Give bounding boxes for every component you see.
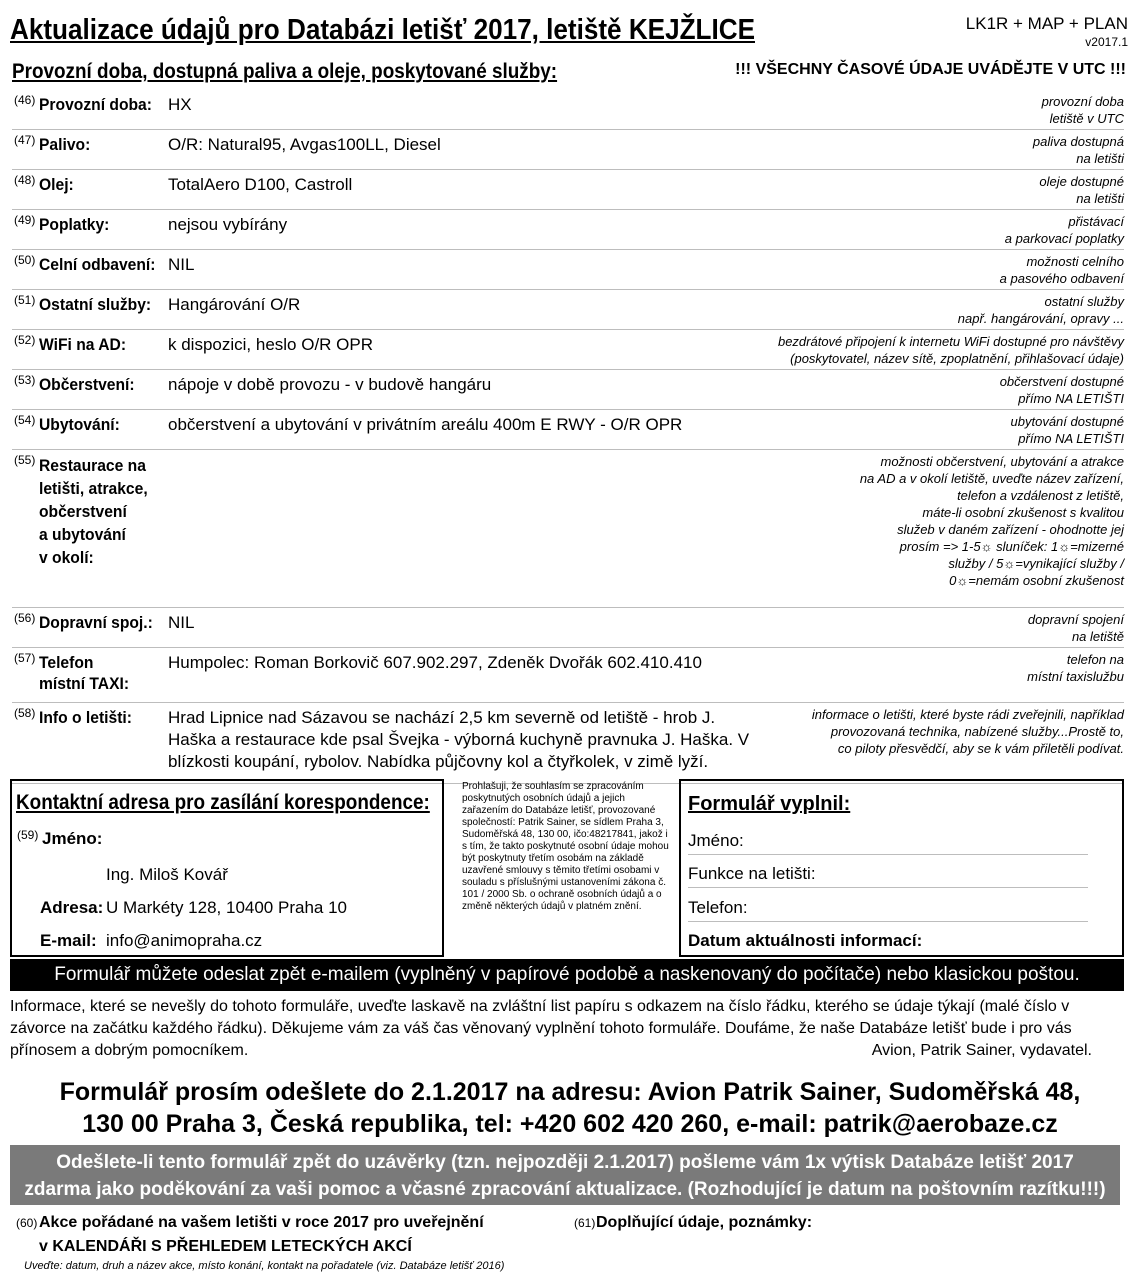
row-hint: dopravní spojení na letiště xyxy=(1027,612,1124,644)
form-title: Aktualizace údajů pro Databázi letišť 2017, letiště KEJŽLICE xyxy=(10,14,755,46)
row-value[interactable]: nejsou vybírány xyxy=(168,215,288,234)
send-line-1: Formulář prosím odešlete do 2.1.2017 na adresu: Avion Patrik Sainer, Sudoměřská 48, xyxy=(59,1078,1081,1106)
email-banner: Formulář můžete odeslat zpět e-mailem (vyplněný v papírové podobě a naskenovaný do počítače) nebo klasickou poštou. xyxy=(10,959,1124,991)
row-hint: přistávací a parkovací poplatky xyxy=(1004,214,1124,246)
row-value[interactable]: HX xyxy=(168,95,192,114)
form-row-taxi xyxy=(12,648,1124,703)
row-value[interactable]: k dispozici, heslo O/R OPR xyxy=(168,335,374,354)
form-row-oil xyxy=(12,170,1124,210)
row-number: (47) xyxy=(14,133,36,147)
row-number: (49) xyxy=(14,213,36,227)
send-instructions xyxy=(0,1076,1140,1140)
row-value[interactable]: nápoje v době provozu - v budově hangáru xyxy=(168,375,492,394)
form-row-fuel xyxy=(12,130,1124,170)
row-value[interactable]: O/R: Natural95, Avgas100LL, Diesel xyxy=(168,135,441,154)
row-hint: provozní doba letiště v UTC xyxy=(1041,94,1124,126)
row-label: Občerstvení: xyxy=(39,375,135,394)
row-label: Info o letišti: xyxy=(39,708,132,727)
form-row-accommodation xyxy=(12,410,1124,450)
row-value[interactable]: NIL xyxy=(168,613,195,632)
row-number: (48) xyxy=(14,173,36,187)
reward-banner xyxy=(10,1145,1120,1205)
form-row-fees xyxy=(12,210,1124,250)
row-value[interactable]: Hrad Lipnice nad Sázavou se nachází 2,5 km severně od letiště - hrob J. Haška a restaurace kde psal Švejka - výborná kuchyně pravnuka J. Haška. V blízkosti koupání, rybolov. Nabídka půjčovny kol a čtyřkolek, v zimě lyží. xyxy=(168,708,750,771)
contact-heading: Kontaktní adresa pro zasílání korespondence: xyxy=(16,791,430,814)
form-row-other-services xyxy=(12,290,1124,330)
filled-by-phone-field[interactable]: Telefon: xyxy=(688,898,1088,922)
notes-heading[interactable]: Doplňující údaje, poznámky: xyxy=(596,1214,813,1231)
row-number: (56) xyxy=(14,611,36,625)
form-row-wifi xyxy=(12,330,1124,370)
row-number: (58) xyxy=(14,706,36,720)
row-label: Celní odbavení: xyxy=(39,255,156,274)
row-label: WiFi na AD: xyxy=(39,335,127,354)
row-number: (57) xyxy=(14,651,36,665)
row-hint: telefon na místní taxislužbu xyxy=(1027,652,1124,684)
row-number: (61) xyxy=(574,1216,596,1230)
row-number: (60) xyxy=(16,1216,38,1230)
row-hint: paliva dostupná na letišti xyxy=(1032,134,1124,166)
row-hint: občerstvení dostupné přímo NA LETIŠTI xyxy=(999,374,1124,406)
row-hint: informace o letišti, které byste rádi zveřejnili, například provozovaná technika, nabízené služby...Prostě to, co piloty přesvědčí, aby se k vám přiletěli podívat. xyxy=(811,707,1124,756)
utc-notice: !!! VŠECHNY ČASOVÉ ÚDAJE UVÁDĚJTE V UTC !!! xyxy=(735,61,1126,78)
row-value[interactable]: TotalAero D100, Castroll xyxy=(168,175,353,194)
events-heading-2: v KALENDÁŘI S PŘEHLEDEM LETECKÝCH AKCÍ xyxy=(39,1238,412,1255)
row-label: Palivo: xyxy=(39,135,91,154)
contact-name-value[interactable]: Ing. Miloš Kovář xyxy=(106,865,228,884)
row-number: (51) xyxy=(14,293,36,307)
row-label: Ostatní služby: xyxy=(39,295,152,314)
form-rows xyxy=(12,90,1124,784)
contact-address-box xyxy=(10,779,444,957)
row-label: Ubytování: xyxy=(39,415,120,434)
row-number: (55) xyxy=(14,453,36,467)
form-row-refreshments xyxy=(12,370,1124,410)
form-row-operating-hours xyxy=(12,90,1124,130)
row-hint: možnosti občerstvení, ubytování a atrakce na AD a v okolí letiště, uveďte název zařízení, telefon a vzdálenost z letiště, máte-li osobní zkušenost s kvalitou služeb v daném zařízení - ohodnotte jej prosím => 1-5☼ sluníček: 1☼=mizerné služby / 5☼=vynikající služby / 0☼=nemám osobní zkušenost xyxy=(859,454,1124,588)
section-subtitle: Provozní doba, dostupná paliva a oleje, poskytované služby: xyxy=(12,60,558,83)
filled-by-box xyxy=(679,779,1124,957)
row-label: Dopravní spoj.: xyxy=(39,613,153,632)
info-paragraph: Informace, které se nevešly do tohoto formuláře, uveďte laskavě na zvláštní list papíru s odkazem na číslo řádku, kterého se údaje týkají (malé číslo v závorce na začátku každého řádku). Děkujeme vám za váš čas věnovaný vyplnění tohoto formuláře. Doufáme, že naše Databáze letišť bude i pro vás přínosem a dobrým pomocníkem. xyxy=(10,998,1072,1059)
reward-line-1: Odešlete-li tento formulář zpět do uzávěrky (tzn. nejpozději 2.1.2017) pošleme vám 1x výtisk Databáze letišť 2017 xyxy=(56,1152,1074,1173)
row-label: Poplatky: xyxy=(39,215,110,234)
row-label: Restaurace na letišti, atrakce, občerstvení a ubytování v okolí: xyxy=(39,456,148,567)
row-value[interactable]: Hangárování O/R xyxy=(168,295,301,314)
events-note: Uveďte: datum, druh a název akce, místo konání, kontakt na pořadatele (viz. Databáze letišť 2016) xyxy=(24,1260,505,1272)
row-number: (54) xyxy=(14,413,36,427)
send-line-2: 130 00 Praha 3, Česká republika, tel: +420 602 420 260, e-mail: patrik@aerobaze.cz xyxy=(82,1110,1058,1138)
publisher-signature: Avion, Patrik Sainer, vydavatel. xyxy=(871,1042,1092,1059)
filled-by-name-field[interactable]: Jméno: xyxy=(688,831,1088,855)
row-number: (52) xyxy=(14,333,36,347)
row-label: Provozní doba: xyxy=(39,95,152,114)
row-number: (53) xyxy=(14,373,36,387)
form-row-customs xyxy=(12,250,1124,290)
row-hint: ostatní služby např. hangárování, opravy ... xyxy=(957,294,1124,326)
row-number: (59) xyxy=(17,828,39,842)
contact-email-value[interactable]: info@animopraha.cz xyxy=(106,931,263,950)
row-value[interactable]: Humpolec: Roman Borkovič 607.902.297, Zdeněk Dvořák 602.410.410 xyxy=(168,653,702,672)
row-hint: ubytování dostupné přímo NA LETIŠTI xyxy=(1010,414,1124,446)
row-hint: možnosti celního a pasového odbavení xyxy=(999,254,1124,286)
row-value[interactable]: občerstvení a ubytování v privátním areálu 400m E RWY - O/R OPR xyxy=(168,415,683,434)
contact-address-label: Adresa: xyxy=(40,898,104,917)
edition-code: LK1R + MAP + PLAN xyxy=(965,14,1128,33)
row-number: (50) xyxy=(14,253,36,267)
filled-by-date-field[interactable]: Datum aktuálnosti informací: xyxy=(688,931,923,950)
row-hint: bezdrátové připojení k internetu WiFi dostupné pro návštěvy (poskytovatel, název sítě, zpoplatnění, přihlašovací údaje) xyxy=(777,334,1124,366)
form-row-airport-info xyxy=(12,703,1124,784)
row-label: Olej: xyxy=(39,175,74,194)
filled-by-role-field[interactable]: Funkce na letišti: xyxy=(688,864,1088,888)
events-heading-1: Akce pořádané na vašem letišti v roce 2017 pro uveřejnění xyxy=(39,1214,484,1231)
reward-line-2: zdarma jako poděkování za vaši pomoc a včasné zpracování aktualizace. (Rozhodující je datum na poštovním razítku!!!) xyxy=(24,1179,1106,1200)
contact-name-label: Jméno: xyxy=(42,829,103,848)
row-number: (46) xyxy=(14,93,36,107)
form-row-transport xyxy=(12,608,1124,648)
form-code xyxy=(966,14,1128,52)
contact-email-label: E-mail: xyxy=(40,931,97,950)
consent-statement: Prohlašuji, že souhlasím se zpracováním poskytnutých osobních údajů a jejich zařazením do Databáze letišť, provozované společností: Patrik Sainer, se sídlem Praha 3, Sudoměřská 48, 130 00, ičo:48217841, jakož i s tím, že takto poskytnuté osobní údaje mohou být poskytnuty třetím osobám na základě uzavřené smlouvy s těmito třetími osobami v souladu s příslušnými ustanoveními zákona č. 101 / 2000 Sb. o ochraně osobních údajů a o změně některých údajů v platném znění. xyxy=(462,781,669,912)
contact-address-value[interactable]: U Markéty 128, 10400 Praha 10 xyxy=(106,898,347,917)
version-label: v2017.1 xyxy=(1085,35,1128,49)
row-value[interactable]: NIL xyxy=(168,255,195,274)
filled-by-heading: Formulář vyplnil: xyxy=(688,793,851,815)
form-row-nearby xyxy=(12,450,1124,608)
row-hint: oleje dostupné na letišti xyxy=(1039,174,1124,206)
row-label: Telefon místní TAXI: xyxy=(39,653,130,693)
